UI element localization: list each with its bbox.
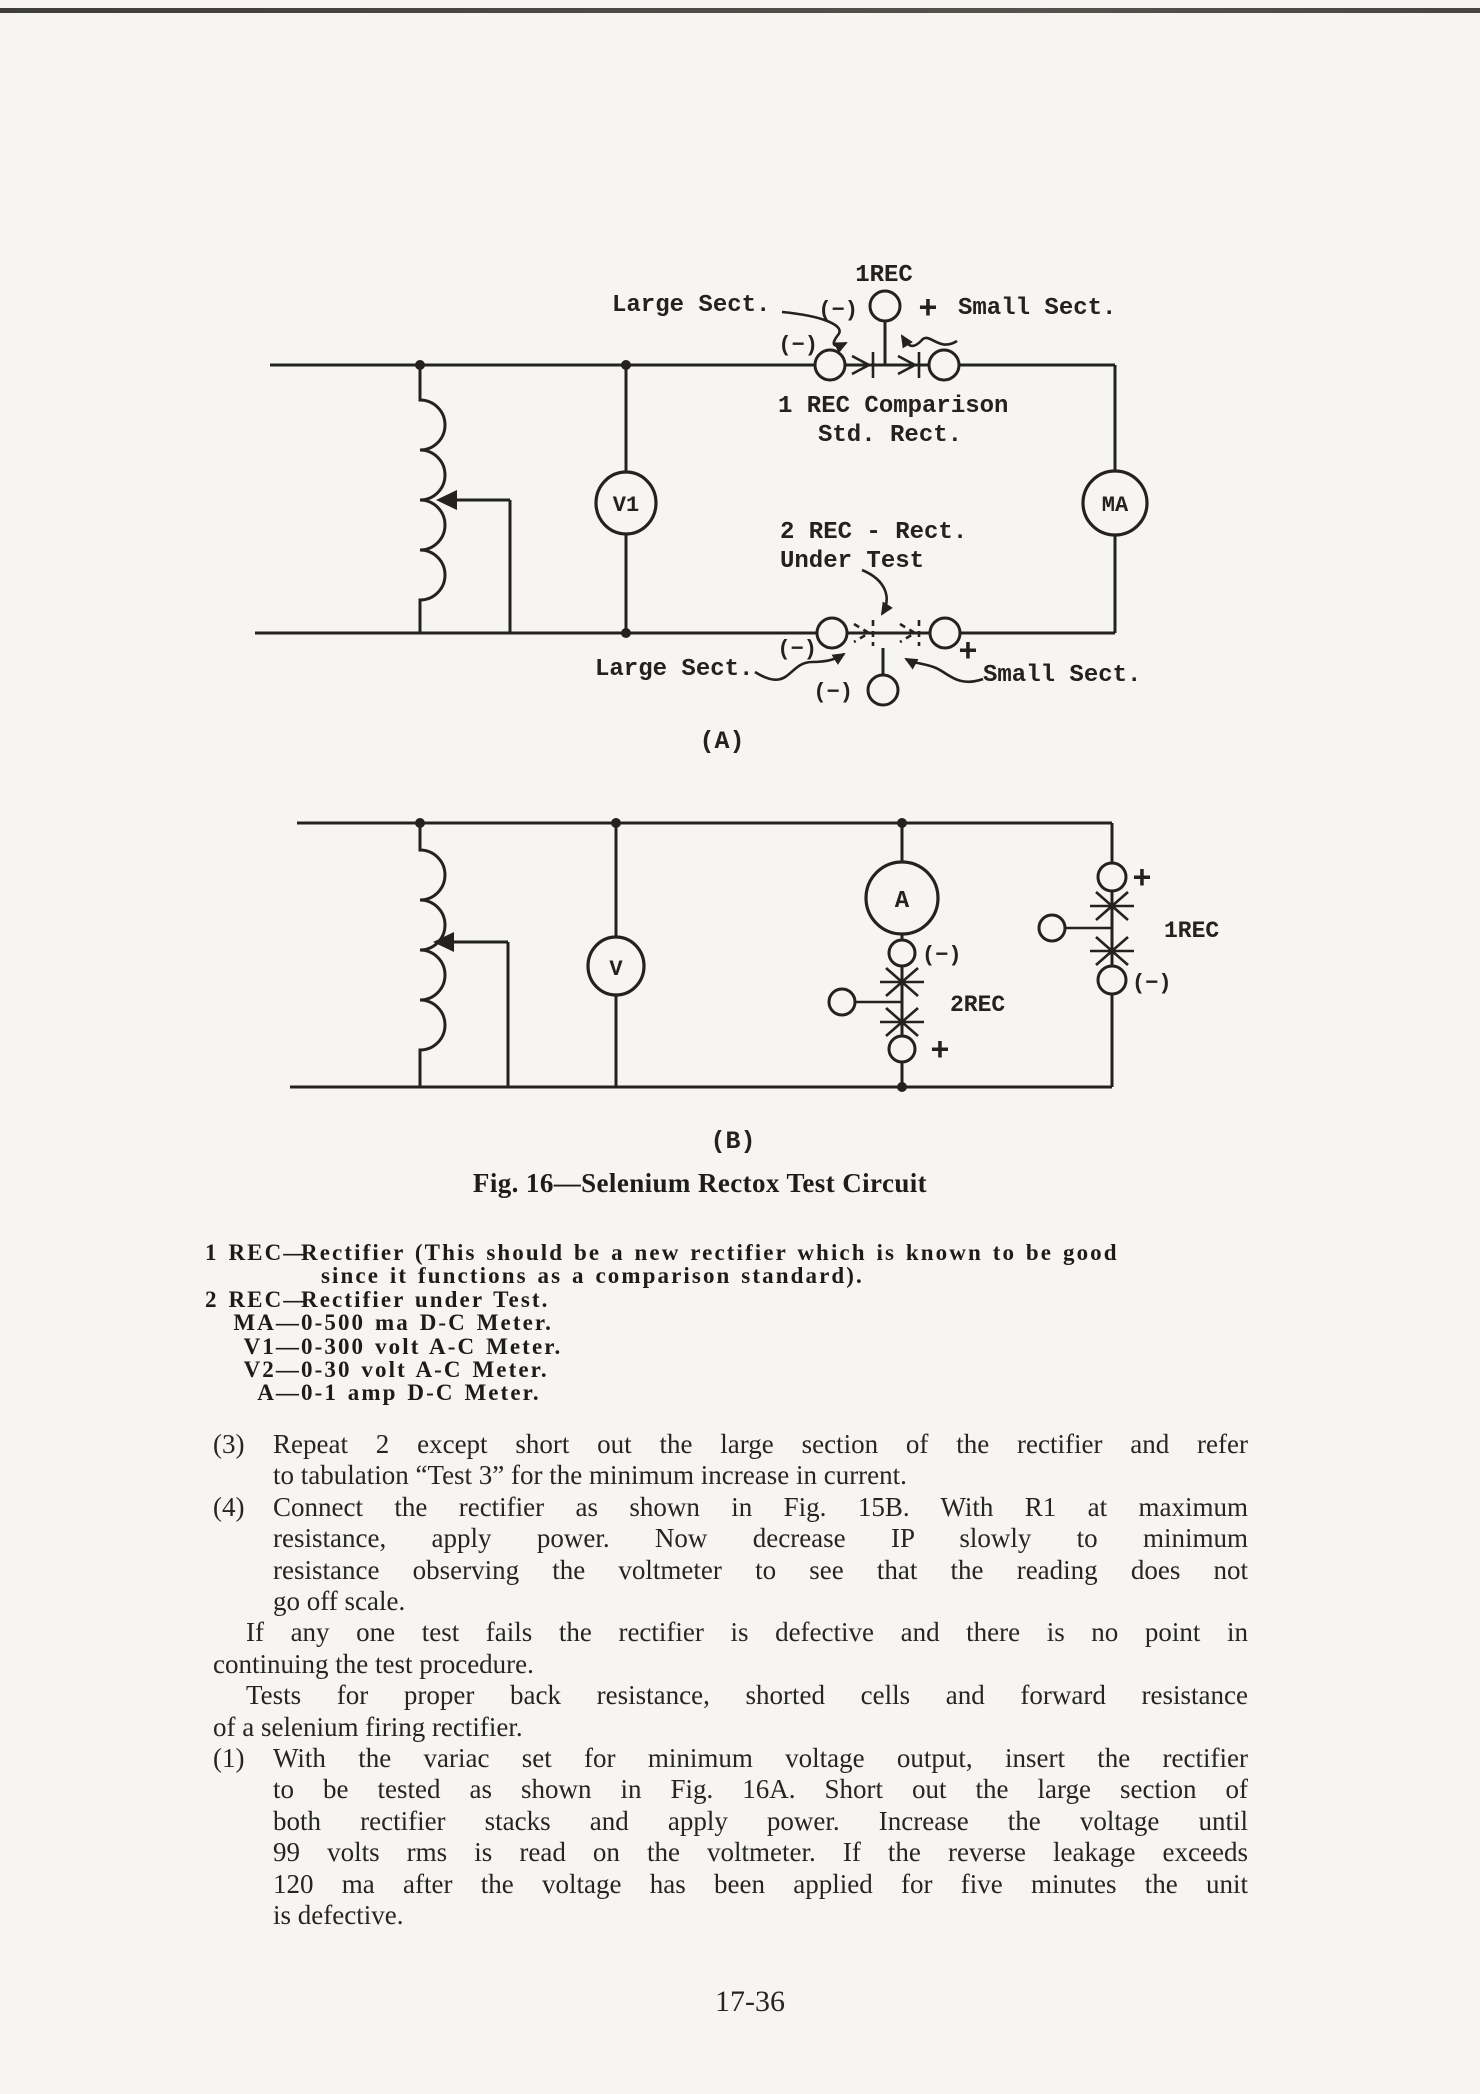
body-line-text: continuing the test procedure. [213, 1648, 534, 1679]
a-small-sect-top-label: Small Sect. [958, 295, 1117, 322]
body-line-text: If any one test fails the rectifier is defective and there is no point in [246, 1617, 1248, 1648]
b-variac-coil [420, 823, 445, 1087]
b-rec2-terminal-pos [889, 1036, 915, 1062]
list-number: (4) [213, 1491, 245, 1522]
legend-row [205, 1381, 1265, 1404]
a-plus-label-bottom: + [958, 634, 978, 671]
b-rec1-terminal-pos [1098, 863, 1126, 891]
a-small-sect-top-arrow [902, 336, 957, 346]
a-rec1-tag-label: 1REC [855, 262, 913, 289]
body-line [213, 1523, 1248, 1554]
body-line-text: resistance, apply power. Now decrease IP slowly to minimum [273, 1523, 1248, 1554]
body-line [213, 1743, 1248, 1774]
page-number: 17-36 [715, 1985, 785, 2018]
a-large-sect-top-label: Large Sect. [612, 292, 771, 319]
a-neg-label-bottom: (−) [777, 637, 817, 662]
a-variac-wiper [454, 500, 510, 633]
body-line-text: is defective. [273, 1900, 404, 1931]
b-junction-dot [415, 818, 425, 828]
figure-legend [205, 1241, 1265, 1405]
b-neg-label-rec2: (−) [922, 943, 962, 968]
a-rec1-terminal-left [815, 350, 845, 380]
a-ma-meter-label: MA [1101, 493, 1129, 518]
a-under-test-label-1: 2 REC - Rect. [780, 519, 968, 546]
body-line [213, 1617, 1248, 1648]
a-comparison-label-2: Std. Rect. [818, 422, 963, 449]
legend-term: 2 REC— [205, 1286, 309, 1312]
a-rec2-terminal-bottom [868, 675, 898, 705]
panel-b-circuit [290, 818, 1219, 1156]
body-line [213, 1712, 1248, 1743]
list-number: (1) [213, 1743, 245, 1774]
procedure-text [213, 1429, 1248, 1932]
body-line [213, 1460, 1248, 1491]
body-line-text: resistance observing the voltmeter to see that the reading does not [273, 1554, 1248, 1585]
body-line-text: both rectifier stacks and apply power. Increase the voltage until [273, 1805, 1248, 1836]
list-number: (3) [213, 1429, 245, 1459]
legend-row [205, 1264, 1265, 1287]
b-variac-wiper [451, 942, 508, 1087]
a-junction-dot [415, 360, 425, 370]
b-rec2-tap-terminal [829, 989, 855, 1015]
a-under-test-label-2: Under Test [780, 548, 925, 575]
body-line [213, 1869, 1248, 1900]
a-neg-label-top: (−) [818, 298, 858, 323]
body-line [213, 1586, 1248, 1617]
legend-term: V2— [243, 1357, 301, 1383]
a-plus-label-top: + [918, 291, 938, 328]
body-line [213, 1774, 1248, 1805]
b-plus-label-rec2: + [930, 1033, 950, 1070]
panel-b-label: (B) [710, 1127, 756, 1156]
legend-definition: 0-1 amp D-C Meter. [301, 1380, 541, 1406]
body-line-text: With the variac set for minimum voltage output, insert the rectifier [273, 1743, 1248, 1774]
figure-caption: Fig. 16—Selenium Rectox Test Circuit [472, 1168, 928, 1198]
body-line [213, 1492, 1248, 1523]
body-line-text: 99 volts rms is read on the voltmeter. If the reverse leakage exceeds [273, 1837, 1248, 1868]
b-plus-label-rec1: + [1132, 861, 1152, 898]
body-line [213, 1649, 1248, 1680]
legend-row [205, 1288, 1265, 1311]
legend-definition: 0-500 ma D-C Meter. [301, 1310, 553, 1336]
b-junction-dot [897, 1082, 907, 1092]
body-line-text: 120 ma after the voltage has been applied for five minutes the unit [273, 1868, 1248, 1899]
body-line-text: go off scale. [273, 1586, 406, 1617]
legend-definition: since it functions as a comparison standard). [321, 1263, 864, 1289]
a-small-sect-bottom-label: Small Sect. [983, 662, 1142, 689]
b-a-meter-label: A [894, 888, 910, 915]
b-junction-dot [897, 818, 907, 828]
b-rec2-tag-label: 2REC [950, 992, 1006, 1018]
legend-row [205, 1335, 1265, 1358]
a-v1-meter-label: V1 [612, 493, 640, 518]
legend-row [205, 1358, 1265, 1381]
legend-row [205, 1241, 1265, 1264]
body-line [213, 1806, 1248, 1837]
b-rec2-terminal-neg [889, 940, 915, 966]
body-line [213, 1837, 1248, 1868]
body-line [213, 1429, 1248, 1460]
body-line-text: Tests for proper back resistance, shorted cells and forward resistance [246, 1680, 1248, 1711]
a-neg-label-bottom2: (−) [813, 680, 853, 705]
a-junction-dot [621, 628, 631, 638]
a-comparison-label-1: 1 REC Comparison [778, 393, 1009, 420]
b-rec1-tap-terminal [1039, 915, 1065, 941]
b-rec1-terminal-neg [1098, 966, 1126, 994]
legend-definition: Rectifier (This should be a new rectifier which is known to be good [301, 1240, 1119, 1265]
a-rec2-terminal-left [817, 618, 847, 648]
a-neg-label-top2: (−) [778, 333, 818, 358]
legend-definition: Rectifier under Test. [301, 1286, 550, 1312]
b-v-meter-label: V [609, 957, 623, 982]
legend-definition: 0-300 volt A-C Meter. [301, 1333, 563, 1359]
body-line [213, 1900, 1248, 1931]
body-line-text: to tabulation “Test 3” for the minimum increase in current. [273, 1460, 907, 1491]
legend-definition: 0-30 volt A-C Meter. [301, 1357, 549, 1383]
panel-a-circuit [255, 262, 1147, 756]
legend-term: A— [257, 1380, 301, 1406]
legend-term: V1— [243, 1333, 301, 1359]
a-rec1-terminal-right [929, 350, 959, 380]
a-junction-dot [621, 360, 631, 370]
b-junction-dot [611, 818, 621, 828]
body-line-text: Repeat 2 except short out the large section of the rectifier and refer [273, 1429, 1248, 1459]
b-rec1-tag-label: 1REC [1164, 918, 1220, 944]
legend-term: 1 REC— [205, 1240, 309, 1265]
a-rec2-terminal-right [930, 618, 960, 648]
a-rec1-terminal-top [870, 291, 900, 321]
body-line-text: Connect the rectifier as shown in Fig. 15B. With R1 at maximum [273, 1491, 1248, 1522]
legend-row [205, 1311, 1265, 1334]
a-large-sect-bottom-label: Large Sect. [595, 656, 754, 683]
a-under-test-arrow [862, 570, 887, 614]
body-line-text: of a selenium firing rectifier. [213, 1711, 523, 1742]
body-line [213, 1555, 1248, 1586]
body-line-text: to be tested as shown in Fig. 16A. Short out the large section of [273, 1774, 1248, 1805]
b-neg-label-rec1: (−) [1132, 971, 1172, 996]
legend-term [205, 1264, 301, 1287]
legend-term: MA— [233, 1310, 301, 1336]
panel-a-label: (A) [699, 727, 745, 756]
body-line [213, 1680, 1248, 1711]
